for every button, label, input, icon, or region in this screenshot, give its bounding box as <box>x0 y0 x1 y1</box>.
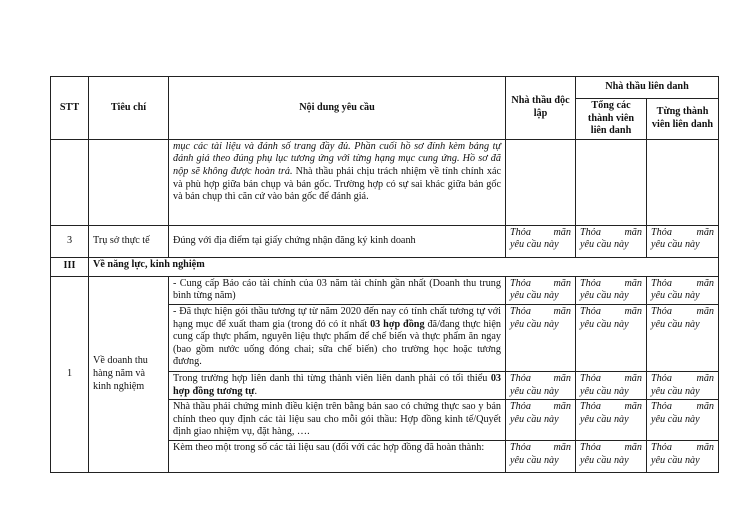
satisfied-cell: Thỏa mãn yêu cầu này <box>647 276 719 304</box>
row-criteria: Trụ sở thực tế <box>89 225 169 257</box>
satisfied-cell: Thỏa mãn yêu cầu này <box>506 276 576 304</box>
satisfied-cell: Thỏa mãn yêu cầu này <box>506 371 576 399</box>
row-content: - Cung cấp Báo cáo tài chính của 03 năm tài chính gần nhất (Doanh thu trung bình từng năm) <box>169 276 506 304</box>
header-joint: Nhà thầu liên danh <box>576 77 719 99</box>
row-content: Nhà thầu phải chứng minh điều kiện trên bằng bản sao có chứng thực sao y bản chính theo quy định các tài liệu sau cho mỗi gói thầu: Hợp đồng kinh tế/Quyết định giao nhiệm vụ, đặt hàng, …. <box>169 400 506 441</box>
satisfied-cell: Thỏa mãn yêu cầu này <box>647 304 719 371</box>
table-row <box>51 276 719 304</box>
header-joint-each: Từng thành viên liên danh <box>647 99 719 140</box>
satisfied-cell: Thỏa mãn yêu cầu này <box>647 400 719 441</box>
row-content: Đúng với địa điểm tại giấy chứng nhận đăng ký kinh doanh <box>169 225 506 257</box>
header-stt: STT <box>51 77 89 140</box>
row-stt: 3 <box>51 225 89 257</box>
satisfied-cell: Thỏa mãn yêu cầu này <box>576 304 647 371</box>
header-independent: Nhà thầu độc lập <box>506 77 576 140</box>
section-title: Về năng lực, kinh nghiệm <box>89 257 719 276</box>
row-content: Kèm theo một trong số các tài liệu sau (đối với các hợp đồng đã hoàn thành: <box>169 440 506 472</box>
satisfied-cell: Thỏa mãn yêu cầu này <box>576 440 647 472</box>
satisfied-cell: Thỏa mãn yêu cầu này <box>506 304 576 371</box>
satisfied-cell: Thỏa mãn yêu cầu này <box>647 371 719 399</box>
satisfied-cell: Thỏa mãn yêu cầu này <box>576 225 647 257</box>
requirements-table <box>50 76 719 473</box>
row-stt: 1 <box>51 276 89 472</box>
row-content: - Đã thực hiện gói thầu tương tự từ năm 2020 đến nay có tính chất tương tự với hạng mục để xuất tham gia (trong đó có ít nhất 03 hợp đồng đã/đang thực hiện cung cấp thực phẩm, nguyên liệu thực phẩm để chế biến và thực phẩm ăn ngay (bao gồm nước uống đóng chai; sữa chế biến) cho trường học hoặc tương đương. <box>169 304 506 371</box>
section-number: III <box>51 257 89 276</box>
satisfied-cell: Thỏa mãn yêu cầu này <box>576 400 647 441</box>
satisfied-cell: Thỏa mãn yêu cầu này <box>576 371 647 399</box>
table-row <box>51 139 719 225</box>
satisfied-cell: Thỏa mãn yêu cầu này <box>576 276 647 304</box>
section-row <box>51 257 719 276</box>
satisfied-cell: Thỏa mãn yêu cầu này <box>506 440 576 472</box>
header-criteria: Tiêu chí <box>89 77 169 140</box>
header-joint-total: Tổng các thành viên liên danh <box>576 99 647 140</box>
satisfied-cell: Thỏa mãn yêu cầu này <box>647 225 719 257</box>
satisfied-cell: Thỏa mãn yêu cầu này <box>506 400 576 441</box>
satisfied-cell: Thỏa mãn yêu cầu này <box>506 225 576 257</box>
satisfied-cell: Thỏa mãn yêu cầu này <box>647 440 719 472</box>
continued-content: mục các tài liệu và đánh số trang đầy đủ. Phần cuối hồ sơ đính kèm bảng tự đánh giá theo đúng phụ lục tương ứng với từng hạng mục cung ứng. Hồ sơ đã nộp sẽ không được hoàn trả. Nhà thầu phải chịu trách nhiệm về tính chính xác và phù hợp giữa bản chụp và bản gốc. Trường hợp có sự sai khác giữa bản gốc và bản chụp thì căn cứ vào bản gốc để đánh giá. <box>169 139 506 225</box>
row-criteria: Về doanh thu hàng năm và kinh nghiệm <box>89 276 169 472</box>
table-row <box>51 225 719 257</box>
header-content: Nội dung yêu cầu <box>169 77 506 140</box>
row-content: Trong trường hợp liên danh thì từng thành viên liên danh phải có tối thiểu 03 hợp đồng tương tự. <box>169 371 506 399</box>
